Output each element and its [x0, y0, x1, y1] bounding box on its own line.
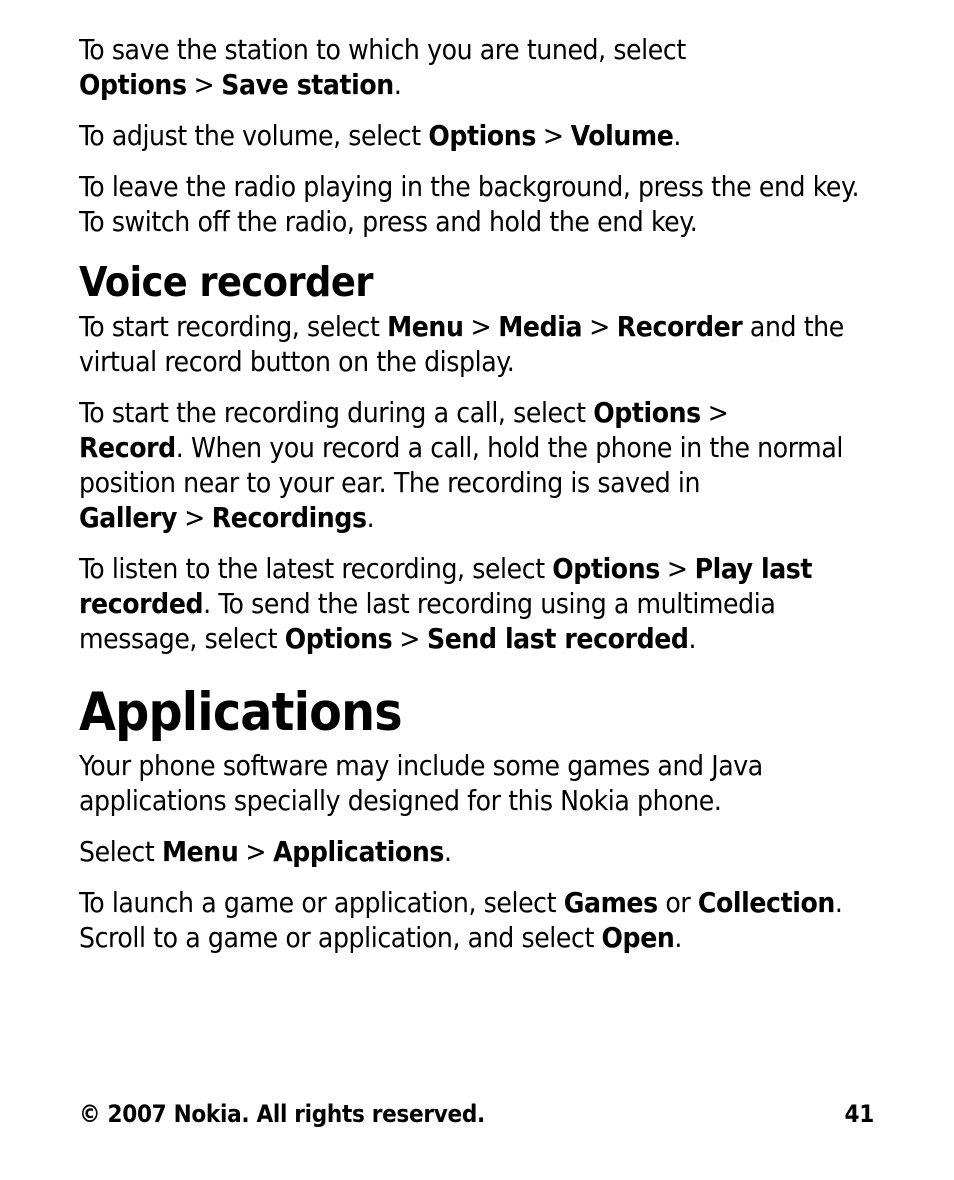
punct: .: [688, 622, 697, 655]
text: To listen to the latest recording, select: [79, 552, 545, 585]
paragraph-volume: [79, 118, 879, 153]
menu-menu: Menu: [161, 835, 239, 868]
separator: >: [193, 68, 215, 101]
punct: .: [393, 68, 402, 101]
paragraph-save-station: [79, 32, 879, 102]
punct: .: [366, 501, 375, 534]
text: Select: [79, 835, 155, 868]
text: To leave the radio playing in the background, press the end key. To switch off the radio, press and hold the end key.: [79, 170, 860, 238]
menu-options: Options: [428, 119, 536, 152]
page-content: [79, 32, 879, 971]
paragraph-record-call: [79, 395, 879, 535]
page-number: 41: [844, 1100, 874, 1128]
text: . Scroll to a game or application, and select: [79, 886, 843, 954]
menu-menu: Menu: [387, 310, 464, 343]
separator: >: [542, 119, 564, 152]
text: . When you record a call, hold the phone in the normal position near to your ear. The recording is saved in: [79, 431, 843, 499]
text: To save the station to which you are tuned, select: [79, 33, 686, 66]
paragraph-java-apps: [79, 748, 879, 818]
menu-options: Options: [552, 552, 660, 585]
text: To adjust the volume, select: [79, 119, 421, 152]
text: To launch a game or application, select: [79, 886, 557, 919]
menu-collection: Collection: [697, 886, 835, 919]
paragraph-select-applications: [79, 834, 879, 869]
paragraph-background-radio: [79, 169, 879, 239]
text: Your phone software may include some games and Java applications specially designed for this Nokia phone.: [79, 749, 763, 817]
separator: >: [470, 310, 492, 343]
menu-volume: Volume: [570, 119, 674, 152]
separator: >: [589, 310, 610, 343]
heading-applications: Applications: [79, 682, 402, 743]
text: . To send the last recording using a multimedia message, select: [79, 587, 776, 655]
separator: >: [707, 396, 729, 429]
menu-applications: Applications: [273, 835, 444, 868]
paragraph-launch-game: [79, 885, 879, 955]
menu-games: Games: [563, 886, 658, 919]
menu-options: Options: [593, 396, 701, 429]
punct: .: [673, 119, 682, 152]
menu-gallery: Gallery: [79, 501, 178, 534]
page-footer: [79, 1100, 874, 1132]
menu-media: Media: [498, 310, 583, 343]
text: and the virtual record button on the display.: [79, 310, 844, 378]
menu-options: Options: [79, 68, 187, 101]
paragraph-play-last: [79, 551, 879, 656]
menu-options: Options: [284, 622, 393, 655]
punct: .: [674, 921, 683, 954]
menu-send-last-recorded: Send last recorded: [426, 622, 689, 655]
text: To start the recording during a call, select: [79, 396, 586, 429]
menu-open: Open: [601, 921, 675, 954]
text: To start recording, select: [79, 310, 380, 343]
copyright-text: © 2007 Nokia. All rights reserved.: [79, 1100, 485, 1128]
paragraph-start-recording: [79, 309, 879, 379]
separator: >: [245, 835, 267, 868]
punct: .: [443, 835, 452, 868]
separator: >: [184, 501, 205, 534]
separator: >: [399, 622, 420, 655]
menu-record: Record: [79, 431, 176, 464]
menu-save-station: Save station: [221, 68, 394, 101]
menu-recorder: Recorder: [616, 310, 743, 343]
text: or: [665, 886, 691, 919]
menu-recordings: Recordings: [211, 501, 367, 534]
separator: >: [666, 552, 688, 585]
menu-play-last-recorded: Play last recorded: [79, 552, 813, 620]
heading-voice-recorder: Voice recorder: [79, 258, 373, 306]
